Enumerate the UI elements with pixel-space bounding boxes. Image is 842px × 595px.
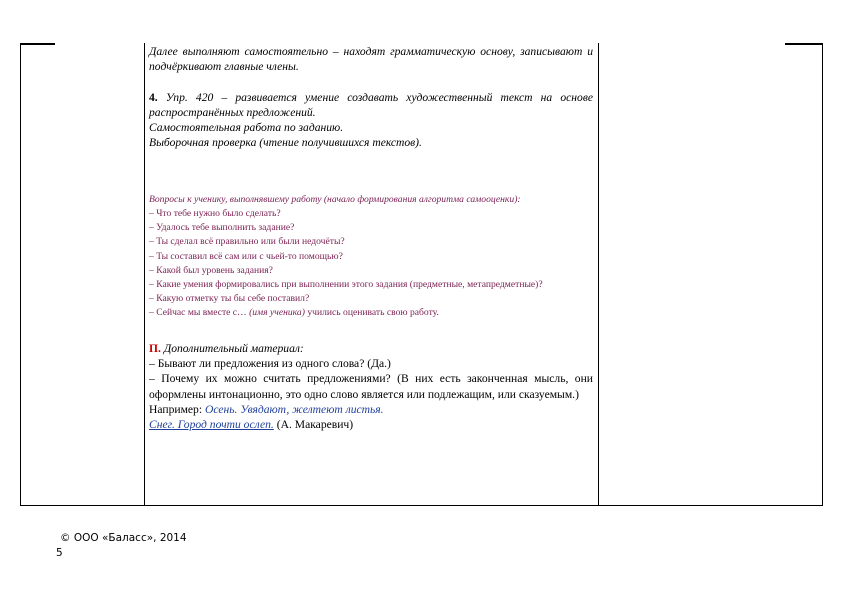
table-column-divider-2 bbox=[598, 43, 599, 506]
table-top-border-left bbox=[20, 43, 55, 45]
question-item: – Какую отметку ты бы себе поставил? bbox=[149, 293, 310, 305]
copyright-footer: © ООО «Баласс», 2014 bbox=[60, 532, 187, 544]
exercise-number: 4. bbox=[149, 90, 158, 104]
exercise-description: Упр. 420 – развивается умение создавать художественный текст на основе распространённых предложений. bbox=[149, 90, 593, 119]
extra-material-numeral: П. bbox=[149, 341, 161, 355]
self-assessment-questions bbox=[149, 193, 593, 321]
question-item-last bbox=[149, 306, 593, 320]
question-item: – Ты сделал всё правильно или были недочёты? bbox=[149, 236, 345, 248]
question-last-prefix: – Сейчас мы вместе с… bbox=[149, 307, 250, 319]
table-bottom-border bbox=[20, 505, 823, 506]
page-number: 5 bbox=[56, 547, 63, 559]
example-text-2: Снег. Город почти ослеп. bbox=[149, 418, 274, 432]
example-text-1: Осень. Увядают, желтеют листья. bbox=[204, 402, 384, 416]
example-prefix: Например: bbox=[149, 402, 205, 416]
student-name-placeholder: (имя ученика) bbox=[249, 307, 305, 319]
question-item: – Какие умения формировались при выполнении этого задания (предметные, метапредметные)? bbox=[149, 279, 543, 290]
independent-task-line: Самостоятельная работа по заданию. bbox=[149, 121, 344, 135]
question-item: – Ты составил всё сам или с чьей-то помощью? bbox=[149, 250, 343, 262]
question-item: – Удалось тебе выполнить задание? bbox=[149, 222, 295, 234]
exercise-paragraph bbox=[149, 90, 593, 121]
question-item: – Что тебе нужно было сделать? bbox=[149, 207, 281, 219]
extra-material-title: Дополнительный материал: bbox=[160, 341, 304, 355]
extra-material-heading bbox=[149, 341, 593, 356]
selective-check-line: Выборочная проверка (чтение получившихся текстов). bbox=[149, 136, 422, 150]
extra-question-1: – Бывают ли предложения из одного слова? (Да.) bbox=[149, 356, 391, 370]
question-last-suffix: учились оценивать свою работу. bbox=[304, 307, 439, 319]
question-item: – Какой был уровень задания? bbox=[149, 264, 273, 276]
independent-work-paragraph: Далее выполняют самостоятельно – находят грамматическую основу, записывают и подчёркивают главные члены. bbox=[149, 45, 593, 74]
example-author: (А. Макаревич) bbox=[273, 418, 354, 432]
example-line-2 bbox=[149, 417, 593, 432]
extra-question-2: – Почему их можно считать предложениями? (В них есть законченная мысль, они оформлены интонационно, это одно слово является или подлежащим, или сказуемым.) bbox=[149, 372, 593, 401]
table-top-border-right bbox=[785, 43, 823, 45]
table-left-border bbox=[20, 43, 21, 506]
lesson-content-cell bbox=[149, 44, 593, 432]
table-right-border bbox=[822, 43, 823, 506]
example-line-1 bbox=[149, 402, 593, 417]
questions-intro: Вопросы к ученику, выполнявшему работу (начало формирования алгоритма самооценки): bbox=[149, 193, 521, 205]
table-column-divider-1 bbox=[144, 43, 145, 506]
